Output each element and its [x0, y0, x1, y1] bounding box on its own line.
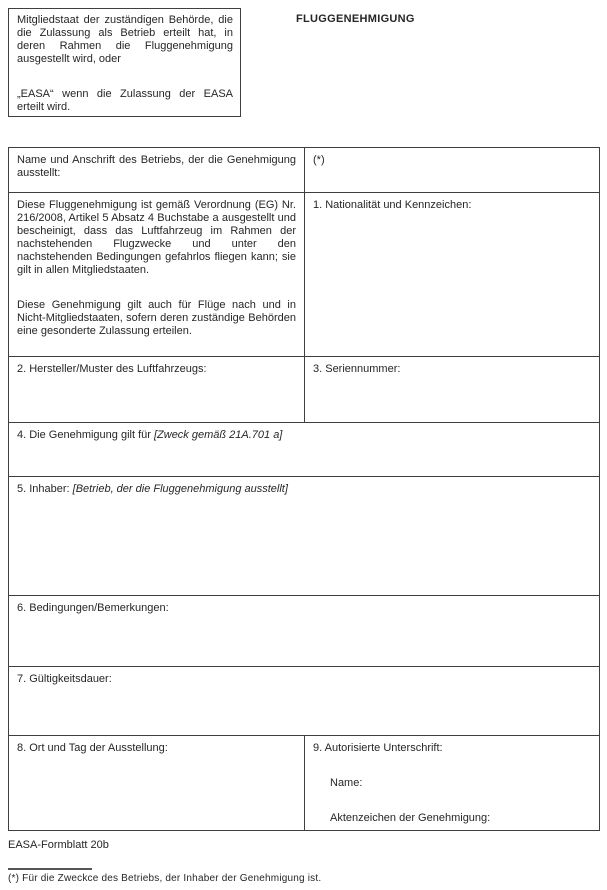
field-manufacturer-type: 2. Hersteller/Muster des Luftfahrzeugs: [9, 357, 305, 422]
authorised-signature-label: 9. Autorisierte Unterschrift: [313, 742, 443, 754]
field-permit-purpose [9, 423, 599, 476]
holder-placeholder: [Betrieb, der die Fluggenehmigung ausstellt] [72, 483, 288, 495]
row-manufacturer-serial [9, 356, 599, 422]
row-conditions-remarks [9, 595, 599, 666]
issuer-footnote-marker: (*) [313, 154, 325, 166]
permit-statement-paragraph-1: Diese Fluggenehmigung ist gemäß Verordnung (EG) Nr. 216/2008, Artikel 5 Absatz 4 Buchstabe a ausgestellt und bescheinigt, dass das Luftfahrzeug im Rahmen der nachstehenden Flugzwecke und unter den nachstehenden Bedingungen gefahrlos fliegen kann; sie gilt in allen Mitgliedstaaten. [17, 199, 296, 276]
member-state-info-box [8, 8, 241, 117]
field-holder [9, 477, 599, 595]
field-validity-duration: 7. Gültigkeitsdauer: [17, 673, 112, 685]
form-number-footer: EASA-Formblatt 20b [8, 839, 109, 851]
footnote-separator-rule [8, 868, 92, 870]
issuer-name-address-label: Name und Anschrift des Betriebs, der die Genehmigung ausstellt: [9, 148, 305, 192]
permit-purpose-placeholder: [Zweck gemäß 21A.701 a] [153, 429, 283, 441]
row-permit-purpose [9, 422, 599, 476]
info-box-paragraph-2: „EASA“ wenn die Zulassung der EASA erteilt wird. [17, 88, 233, 113]
holder-label: 5. Inhaber: [17, 483, 73, 495]
row-issue-signature [9, 735, 599, 830]
row-holder [9, 476, 599, 595]
info-box-paragraph-1: Mitgliedstaat der zuständigen Behörde, die die Zulassung als Betrieb erteilt hat, in deren Rahmen die Fluggenehmigung ausgestellt wird, oder [17, 14, 233, 65]
field-place-date-of-issue: 8. Ort und Tag der Ausstellung: [9, 736, 305, 830]
field-serial-number: 3. Seriennummer: [313, 363, 401, 375]
field-conditions-remarks: 6. Bedingungen/Bemerkungen: [17, 602, 169, 614]
page-header [0, 0, 607, 147]
page-title: FLUGGENEHMIGUNG [296, 13, 415, 25]
permit-statement-paragraph-2: Diese Genehmigung gilt auch für Flüge nach und in Nicht-Mitgliedstaaten, sofern deren zuständige Behörden eine gesonderte Zulassung erteilen. [17, 299, 296, 337]
approval-reference-label: Aktenzeichen der Genehmigung: [330, 812, 491, 824]
permit-statement-cell [9, 193, 305, 356]
flight-permit-form-table [8, 147, 600, 831]
row-statement-nationality [9, 192, 599, 356]
permit-purpose-label: 4. Die Genehmigung gilt für [17, 429, 154, 441]
signature-name-label: Name: [330, 777, 363, 789]
footnote-text: (*) Für die Zweckce des Betriebs, der Inhaber der Genehmigung ist. [8, 873, 322, 884]
row-validity [9, 666, 599, 735]
row-issuer-name-address [9, 148, 599, 192]
field-nationality-markings: 1. Nationalität und Kennzeichen: [313, 199, 472, 211]
field-authorised-signature [305, 736, 599, 830]
